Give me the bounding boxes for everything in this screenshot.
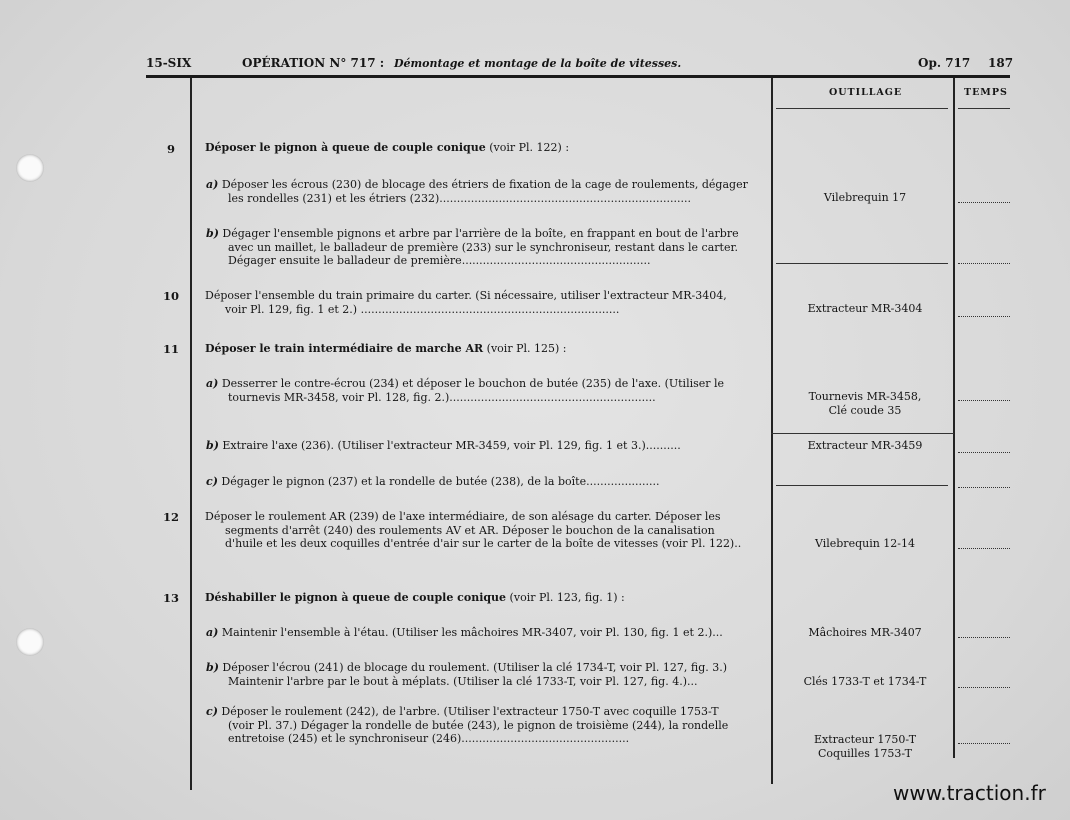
tool-line: Extracteur 1750-T: [813, 733, 917, 746]
time-slot: [958, 316, 1010, 317]
substep-letter: a): [206, 178, 219, 191]
step-title-ref: (voir Pl. 125) :: [483, 342, 567, 355]
tool-slot-rule: [776, 263, 948, 264]
operation-label: OPÉRATION N° 717 :: [242, 56, 385, 70]
substep-letter: b): [206, 227, 219, 240]
line: Déposer le roulement AR (239) de l'axe intermédiaire, de son alésage du carter. Déposer les: [205, 510, 721, 523]
step-number: 11: [162, 342, 179, 356]
step-title-bold: Déposer le train intermédiaire de marche AR: [205, 342, 484, 355]
tool-line: Clé coude 35: [828, 404, 902, 417]
step-title: [205, 342, 770, 356]
section-code: 15-SIX: [146, 56, 192, 70]
line: Maintenir l'ensemble à l'étau. (Utiliser les mâchoires MR-3407, voir Pl. 130, fig. 1 et 2.)...: [221, 626, 723, 639]
line: les rondelles (231) et les étriers (232)........................................................................: [228, 191, 691, 205]
time-slot: [958, 637, 1010, 638]
substep-text: [206, 439, 771, 453]
operation-title: Démontage et montage de la boîte de vitesses.: [394, 57, 682, 70]
time-slot: [958, 263, 1010, 264]
time-slot: [958, 687, 1010, 688]
tool-cell: Mâchoires MR-3407: [808, 626, 922, 639]
line: Dégager le pignon (237) et la rondelle de butée (238), de la boîte.....................: [221, 475, 660, 488]
substep-letter: c): [206, 475, 218, 488]
step-title-bold: Déposer le pignon à queue de couple conique: [205, 141, 486, 154]
line: Maintenir l'arbre par le bout à méplats. (Utiliser la clé 1733-T, voir Pl. 127, fig. 4.)...: [228, 674, 698, 688]
left-margin-line: [190, 78, 192, 790]
time-column-line: [953, 78, 955, 758]
line: (voir Pl. 37.) Dégager la rondelle de butée (243), le pignon de troisième (244), la rondelle: [228, 718, 729, 732]
time-slot: [958, 487, 1010, 488]
operation-ref: Op. 717: [918, 56, 971, 70]
step-title-ref: (voir Pl. 123, fig. 1) :: [506, 591, 625, 604]
step-title-bold: Déshabiller le pignon à queue de couple conique: [205, 591, 507, 604]
tool-cell: [776, 733, 954, 761]
step-number: 13: [162, 591, 179, 605]
time-slot: [958, 548, 1010, 549]
step-number: 12: [162, 510, 179, 524]
line: avec un maillet, le balladeur de première (233) sur le synchroniseur, restant dans le carter.: [228, 240, 738, 254]
tool-cell: Clés 1733-T et 1734-T: [803, 675, 927, 688]
page-number: 187: [988, 56, 1014, 70]
step-title: [205, 591, 770, 605]
time-slot: [958, 202, 1010, 203]
line: Déposer l'ensemble du train primaire du carter. (Si nécessaire, utiliser l'extracteur MR-3404,: [205, 289, 727, 302]
substep-letter: a): [206, 377, 219, 390]
line: Déposer les écrous (230) de blocage des étriers de fixation de la cage de roulements, dégager: [221, 178, 748, 191]
tool-cell: Extracteur MR-3404: [807, 302, 923, 315]
substep-letter: a): [206, 626, 219, 639]
substep-text: [206, 377, 771, 404]
step-text: [205, 510, 770, 551]
row-rule: [771, 433, 954, 434]
substep-letter: c): [206, 705, 218, 718]
line: segments d'arrêt (240) des roulements AV et AR. Déposer le bouchon de la canalisation: [225, 523, 715, 537]
tools-column-header: OUTILLAGE: [829, 87, 903, 98]
time-column-header: TEMPS: [964, 87, 1008, 98]
time-header-rule: [958, 108, 1010, 109]
substep-text: [206, 475, 771, 489]
substep-text: [206, 626, 771, 640]
watermark-url: www.traction.fr: [893, 781, 1046, 805]
line: Dégager ensuite le balladeur de première......................................................: [228, 254, 651, 268]
tools-header-rule: [776, 108, 948, 109]
tool-slot-rule: [776, 485, 948, 486]
substep-text: [206, 705, 771, 746]
tool-cell: Vilebrequin 17: [823, 191, 907, 204]
substep-text: [206, 227, 771, 268]
time-slot: [958, 743, 1010, 744]
header-rule: [146, 75, 1010, 78]
line: tournevis MR-3458, voir Pl. 128, fig. 2.)...........................................................: [228, 390, 656, 404]
line: Déposer l'écrou (241) de blocage du roulement. (Utiliser la clé 1734-T, voir Pl. 127, fig. 3.): [222, 661, 728, 674]
step-text: [205, 289, 770, 316]
step-number: 9: [166, 142, 175, 156]
line: d'huile et les deux coquilles d'entrée d'air sur le carter de la boîte de vitesses (voir Pl. 122)..: [225, 537, 742, 551]
step-title: [205, 141, 770, 155]
time-slot: [958, 400, 1010, 401]
step-number: 10: [162, 289, 179, 303]
substep-letter: b): [206, 439, 219, 452]
line: Déposer le roulement (242), de l'arbre. (Utiliser l'extracteur 1750-T avec coquille 1753-T: [221, 705, 719, 718]
tools-column-line: [771, 78, 773, 784]
line: Dégager l'ensemble pignons et arbre par l'arrière de la boîte, en frappant en bout de l'arbre: [222, 227, 739, 240]
tool-line: Tournevis MR-3458,: [808, 390, 922, 403]
line: entretoise (245) et le synchroniseur (246)................................................: [228, 732, 630, 746]
substep-letter: b): [206, 661, 219, 674]
line: Desserrer le contre-écrou (234) et déposer le bouchon de butée (235) de l'axe. (Utiliser le: [221, 377, 725, 390]
tool-cell: [776, 390, 954, 418]
time-slot: [958, 452, 1010, 453]
tool-line: Coquilles 1753-T: [817, 747, 913, 760]
substep-text: [206, 178, 771, 205]
punch-hole-top: [16, 154, 44, 182]
line: Extraire l'axe (236). (Utiliser l'extracteur MR-3459, voir Pl. 129, fig. 1 et 3.)..........: [222, 439, 681, 452]
tool-cell: Extracteur MR-3459: [807, 439, 923, 452]
line: voir Pl. 129, fig. 1 et 2.) ..........................................................................: [225, 302, 620, 316]
punch-hole-bottom: [16, 628, 44, 656]
tool-cell: Vilebrequin 12-14: [814, 537, 916, 550]
step-title-ref: (voir Pl. 122) :: [485, 141, 570, 154]
substep-text: [206, 661, 771, 688]
